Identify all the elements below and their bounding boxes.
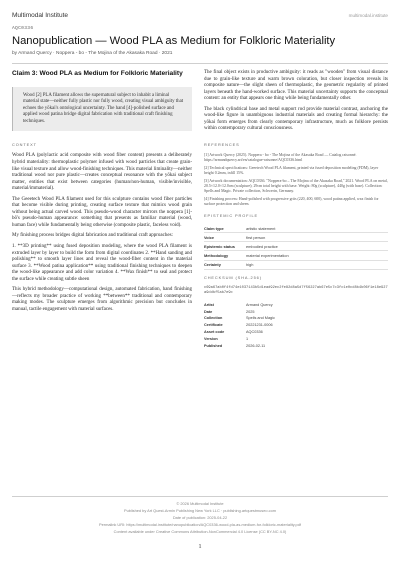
context-paragraph: This hybrid methodology—computational design, automated fabrication, hand finishing—reflects my broader practice of working **between** traditional and contemporary making modes. The sculpture emerges from algorithmic precision but concludes in manual, tactile engagement with material surfaces. — [12, 287, 192, 312]
row-key: Published — [204, 343, 223, 348]
table-row — [204, 301, 388, 308]
table-row — [204, 242, 388, 251]
row-key: Claim type — [204, 224, 246, 233]
row-key: Epistemic status — [204, 242, 246, 251]
row-key: Certainty — [204, 260, 246, 269]
footer-license[interactable]: Content available under Creative Commons Attribution-NonCommercial 4.0 License (CC BY-NC 4.0) — [113, 529, 287, 534]
row-value: Armand Quercy — [246, 302, 273, 307]
header-divider — [12, 63, 388, 64]
reference-item: [1] Artwork Quercy (2025). Noppera - bo - The Mojina of the Akasaka Road — Catalog raisonné. https://armandquercy.art/en/catalogue-raisonne/AQC0336.html — [204, 152, 357, 162]
row-key: Collection — [204, 316, 223, 321]
byline: by Armand Quercy · Noppera - bo - The Mojina of the Akasaka Road · 2021 — [12, 51, 173, 56]
row-key: Version — [204, 336, 218, 341]
row-value: embodied practice — [246, 242, 388, 251]
row-value: material experimentation — [246, 251, 388, 260]
row-key: Methodology — [204, 251, 246, 260]
epistemic-label: EPISTEMIC PROFILE — [204, 212, 258, 218]
page-title: Nanopublication — Wood PLA as Medium for Folkloric Materiality — [12, 35, 336, 47]
row-key: Asset code — [204, 329, 225, 334]
context-paragraph: The Geeetech Wood PLA filament used for this sculpture contains wood fiber particles that become visible during printing, creating surface texture that mimics wood grain without being actual carved wood. This pseudo-wood character mirrors the noppera [1]-bō's pseudo-human appearance: something that presents as familiar material (wood, human face) while fundamentally being otherwise (composite plastic, faceless void). — [12, 196, 192, 228]
row-value: Spells and Magic — [246, 316, 275, 321]
table-row — [204, 260, 388, 269]
process-steps: 1. **3D printing** using fused deposition modeling, where the wood PLA filament is extruded layer by layer to build the form from digital coordinates 2. **Hand sanding and polishing** to smooth layer lines and reveal the wood-fiber content in the material surface 3. **Wood patina application** using traditional finishing techniques to deepen the wood-like appearance and add color variation 4. **Wax finish** to seal and protect the surface while creating subtle sheen — [12, 244, 192, 282]
footer-publisher: Published by Art Quest-Armin Publishing New York LLC · publishing.artquestmuseo.com — [123, 508, 277, 513]
body-paragraph: The black cylindrical base and metal support rod provide material contrast, anchoring the wood-like figure in unambiguous industrial materials and creating formal hierarchy: the yōkai form emerges from clearly contemporary infrastructure, much as folklore persists within contemporary cultural consciousness. — [204, 106, 388, 132]
row-key: Voice — [204, 233, 246, 242]
row-value: 20221231-0006 — [246, 323, 273, 328]
references-label: REFERENCES — [204, 141, 240, 147]
footer-permalink[interactable]: Permalink URI: https://multimodal.institute/nanopublication/AQC0336-wood-pla-as-medium-for-folkloric-materiality.pdf — [99, 522, 301, 527]
institute-url[interactable]: multimodal.institute — [348, 13, 388, 18]
row-value: 2026-02-11 — [246, 343, 266, 348]
left-column — [12, 70, 192, 318]
checksum-label: CHECKSUM (SHA-256) — [204, 274, 262, 280]
row-value: AQC0336 — [246, 329, 263, 334]
reference-item: [2] Technical specifications: Geeetech Wood PLA filament, printed via fused deposition modeling (FDM), layer height 0.2mm, infill 15%. — [204, 165, 379, 175]
footer-copyright: © 2026 Multimodal Institute — [176, 501, 224, 506]
reference-item: [3] Artwork documentation: AQC0336. "Noppera-bo – The Mojina of the Akasaka Road," 2021. Wood PLA on metal, 20.5×12.0×12.0cm (sculpture); 29cm total height with base. Weight: 80g (sculpture), 440g (with base). Collection: Spells and Magic. Private collection, Schwerin, Germany. — [204, 178, 388, 193]
page-number: 1 — [198, 543, 202, 550]
right-column — [204, 70, 388, 349]
row-value: 2025 — [246, 309, 255, 314]
document-id: AQC0336 — [12, 26, 34, 31]
claim-title: Claim 3: Wood PLA as Medium for Folkloric Materiality — [12, 70, 183, 77]
table-row — [204, 329, 388, 336]
epistemic-table — [204, 224, 388, 270]
claim-abstract: Wood [2] PLA filament allows the supernatural subject to inhabit a liminal material state—neither fully plastic nor fully wood, creating visual ambiguity that echoes the yōkai's ontological uncertainty. The hand [4]-polished surface and applied wood patina bridge digital fabrication with traditional craft finishing techniques. — [12, 87, 192, 132]
table-row — [204, 224, 388, 233]
reference-item: [4] Finishing process: Hand-polished with progressive grits (220, 400, 600), wood patina applied, wax finish for surface protection and sheen. — [204, 196, 379, 206]
row-value: high — [246, 260, 388, 269]
references-list — [204, 153, 388, 207]
institute-name: Multimodal Institute — [12, 12, 68, 19]
table-row — [204, 315, 388, 322]
checksum-value: c69a67ab0f4fd74e1037143b5d1ead92ec2fe82d8a5d7f56227ab67e5c7c3fc1e0cd8b4b06f1e18e927a9ddbf5ab7e9c — [204, 285, 388, 295]
footer-divider — [12, 496, 388, 497]
row-value: artistic statement — [246, 224, 388, 233]
body-paragraph: The final object exists in productive ambiguity: it reads as "wooden" from visual distance due to grain-like texture and warm brown coloration, but closer inspection reveals its composite nature—the slight sheen of thermoplastic, the geometric regularity of printed layers beneath the hand-worked surface. This material uncertainty supports the conceptual content: an entity that appears one thing while being fundamentally other. — [204, 70, 388, 102]
footer-date: Date of publication: 2025-04-22 — [172, 515, 228, 520]
metadata-table — [204, 301, 388, 348]
context-paragraph: My finishing process bridges digital fabrication and traditional craft approaches: — [12, 233, 173, 239]
row-key: Certificate — [204, 323, 223, 328]
table-row — [204, 233, 388, 242]
context-paragraph: Wood PLA (polylactic acid composite with wood fiber content) presents a deliberately hybrid materiality: thermoplastic polymer infused with wood particles that create grain-like visual texture and allow wood-finishing techniques. This material liminality—neither traditional wood nor pure plastic—creates conceptual resonance with the yōkai subject matter, entities that exist between categories (human/non-human, visible/invisible, material/immaterial). — [12, 153, 192, 192]
table-row — [204, 322, 388, 329]
row-key: Date — [204, 309, 213, 314]
row-value: first person — [246, 233, 388, 242]
table-row — [204, 335, 388, 342]
context-label: CONTEXT — [12, 142, 37, 148]
table-row — [204, 342, 388, 349]
table-row — [204, 308, 388, 315]
table-row — [204, 251, 388, 260]
row-value: 1 — [246, 336, 249, 341]
row-key: Artist — [204, 302, 214, 307]
